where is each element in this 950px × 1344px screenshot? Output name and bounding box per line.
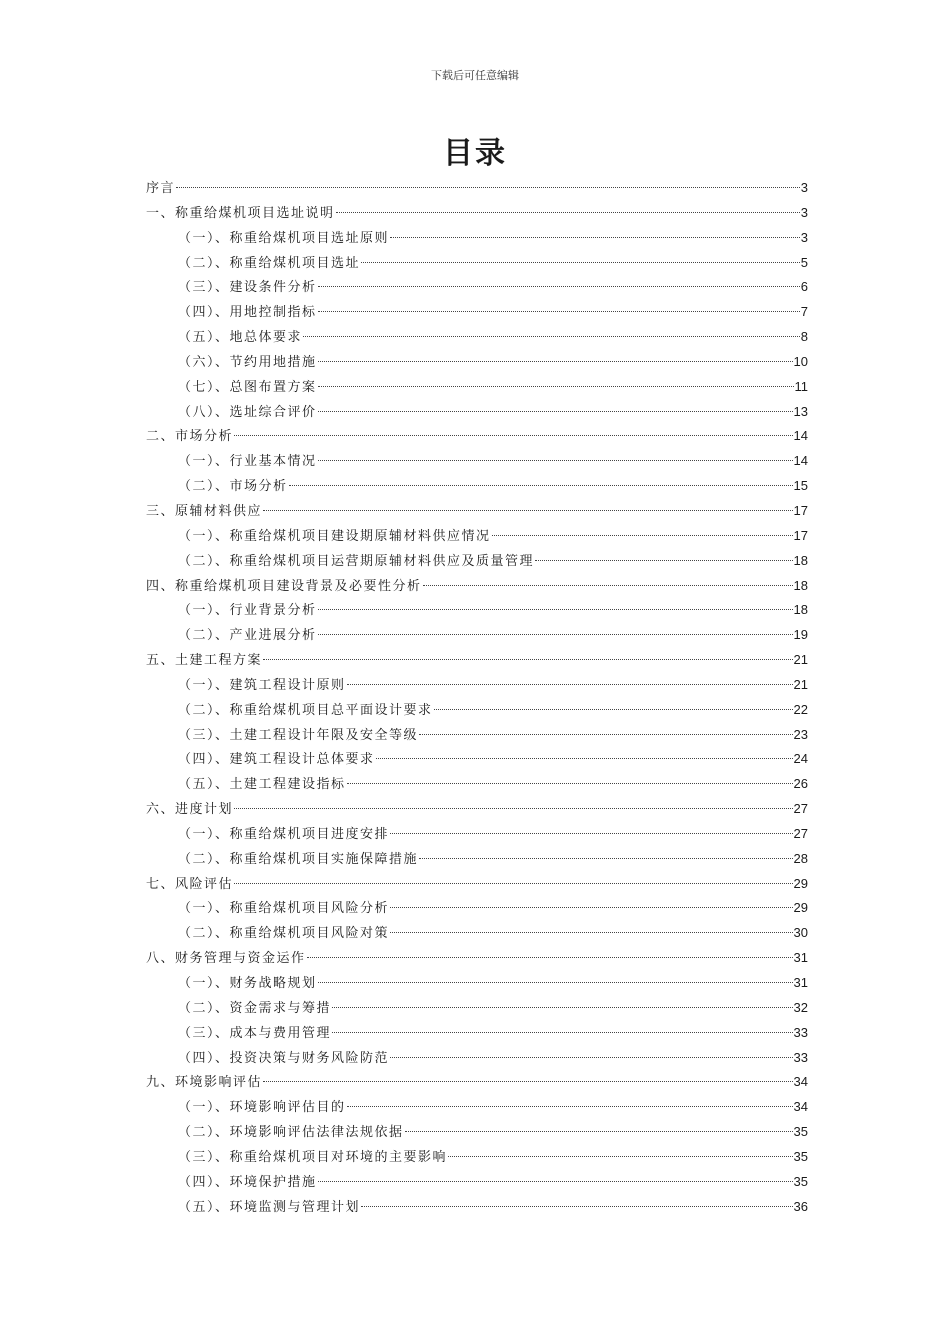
dot-leader bbox=[234, 421, 793, 436]
toc-entry-page-number: 17 bbox=[793, 502, 808, 518]
toc-entry-page-number: 34 bbox=[793, 1074, 808, 1090]
toc-entry-page-number: 19 bbox=[793, 627, 808, 643]
toc-entry-label: （一）、行业背景分析 bbox=[178, 603, 317, 619]
toc-entry-label: 七、风险评估 bbox=[146, 876, 234, 892]
toc-entry-label: （五）、环境监测与管理计划 bbox=[178, 1199, 361, 1215]
toc-entry-page-number: 18 bbox=[793, 552, 808, 568]
toc-entry-label: （二）、市场分析 bbox=[178, 479, 288, 495]
toc-entry-page-number: 6 bbox=[800, 279, 808, 295]
dot-leader bbox=[347, 1092, 793, 1107]
dot-leader bbox=[390, 1043, 793, 1058]
dot-leader bbox=[376, 744, 793, 759]
toc-entry-label: （四）、用地控制指标 bbox=[178, 305, 317, 321]
toc-entry-label: 八、财务管理与资金运作 bbox=[146, 951, 306, 967]
dot-leader bbox=[289, 471, 793, 486]
toc-entry-page-number: 7 bbox=[800, 304, 808, 320]
toc-entry-label: （三）、称重给煤机项目对环境的主要影响 bbox=[178, 1149, 448, 1165]
toc-entry-page-number: 35 bbox=[793, 1173, 808, 1189]
toc-entry-label: （一）、称重给煤机项目选址原则 bbox=[178, 230, 390, 246]
toc-entry-page-number: 14 bbox=[793, 428, 808, 444]
dot-leader bbox=[492, 521, 793, 536]
toc-entry-label: （五）、土建工程建设指标 bbox=[178, 777, 346, 793]
dot-leader bbox=[263, 645, 793, 660]
toc-entry-label: （二）、称重给煤机项目实施保障措施 bbox=[178, 851, 419, 867]
dot-leader bbox=[318, 968, 793, 983]
dot-leader bbox=[361, 248, 800, 263]
toc-entry-label: （四）、环境保护措施 bbox=[178, 1174, 317, 1190]
dot-leader bbox=[332, 993, 793, 1008]
toc-entry-label: （一）、称重给煤机项目风险分析 bbox=[178, 901, 390, 917]
dot-leader bbox=[390, 819, 793, 834]
toc-entry-label: 一、称重给煤机项目选址说明 bbox=[146, 205, 335, 221]
page-header: 下载后可任意编辑 bbox=[431, 69, 519, 82]
toc-entry-label: 五、土建工程方案 bbox=[146, 653, 263, 669]
dot-leader bbox=[448, 1142, 793, 1157]
toc-entry-label: （三）、成本与费用管理 bbox=[178, 1025, 332, 1041]
dot-leader bbox=[234, 869, 793, 884]
toc-entry-page-number: 11 bbox=[794, 378, 808, 394]
dot-leader bbox=[332, 1018, 793, 1033]
dot-leader bbox=[318, 397, 793, 412]
toc-entry-page-number: 30 bbox=[793, 925, 808, 941]
toc-entry-page-number: 27 bbox=[793, 825, 808, 841]
toc-entry-page-number: 21 bbox=[793, 652, 808, 668]
dot-leader bbox=[434, 695, 793, 710]
dot-leader bbox=[318, 297, 800, 312]
toc-entry-label: （一）、财务战略规划 bbox=[178, 976, 317, 991]
dot-leader bbox=[390, 918, 793, 933]
dot-leader bbox=[318, 595, 793, 610]
dot-leader bbox=[318, 372, 794, 387]
toc-entry-label: （一）、行业基本情况 bbox=[178, 454, 317, 470]
toc-entry-label: （一）、称重给煤机项目建设期原辅材料供应情况 bbox=[178, 528, 491, 544]
toc-entry-label: 六、进度计划 bbox=[146, 802, 234, 818]
toc-entry-label: 序言 bbox=[146, 181, 176, 196]
dot-leader bbox=[390, 893, 793, 908]
toc-entry-section[interactable] bbox=[146, 1195, 808, 1220]
dot-leader bbox=[347, 670, 793, 685]
toc-entry-label: （一）、建筑工程设计原则 bbox=[178, 677, 346, 693]
toc-entry-label: （二）、称重给煤机项目风险对策 bbox=[178, 926, 390, 942]
dot-leader bbox=[318, 620, 793, 635]
toc-entry-label: （四）、投资决策与财务风险防范 bbox=[178, 1050, 390, 1066]
table-of-contents bbox=[146, 176, 808, 1219]
toc-entry-page-number: 27 bbox=[793, 801, 808, 817]
toc-entry-label: （二）、称重给煤机项目选址 bbox=[178, 255, 361, 271]
toc-entry-label: （七）、总图布置方案 bbox=[178, 379, 317, 395]
toc-entry-label: （二）、环境影响评估法律法规依据 bbox=[178, 1125, 404, 1141]
toc-entry-label: 二、市场分析 bbox=[146, 429, 234, 445]
toc-entry-page-number: 34 bbox=[793, 1099, 808, 1115]
dot-leader bbox=[535, 546, 793, 561]
dot-leader bbox=[176, 173, 800, 188]
toc-entry-page-number: 5 bbox=[800, 254, 808, 270]
toc-entry-page-number: 23 bbox=[793, 726, 808, 742]
toc-entry-page-number: 28 bbox=[793, 850, 808, 866]
toc-entry-label: （四）、建筑工程设计总体要求 bbox=[178, 752, 375, 768]
toc-entry-label: 三、原辅材料供应 bbox=[146, 503, 263, 519]
dot-leader bbox=[361, 1192, 793, 1207]
dot-leader bbox=[390, 223, 800, 238]
toc-entry-page-number: 35 bbox=[793, 1124, 808, 1140]
toc-entry-page-number: 36 bbox=[793, 1198, 808, 1214]
dot-leader bbox=[307, 943, 793, 958]
toc-entry-page-number: 21 bbox=[793, 676, 808, 692]
toc-entry-page-number: 29 bbox=[793, 875, 808, 891]
toc-entry-page-number: 31 bbox=[793, 975, 808, 990]
dot-leader bbox=[263, 1067, 793, 1082]
toc-title: 目录 bbox=[443, 136, 507, 171]
dot-leader bbox=[419, 720, 793, 735]
toc-entry-page-number: 22 bbox=[793, 701, 808, 717]
toc-entry-page-number: 13 bbox=[793, 403, 808, 419]
toc-entry-page-number: 24 bbox=[793, 751, 808, 767]
toc-entry-label: （一）、环境影响评估目的 bbox=[178, 1100, 346, 1116]
dot-leader bbox=[347, 769, 793, 784]
toc-entry-page-number: 3 bbox=[800, 180, 808, 195]
dot-leader bbox=[423, 571, 793, 586]
toc-entry-page-number: 29 bbox=[793, 900, 808, 916]
toc-entry-page-number: 15 bbox=[793, 478, 808, 494]
toc-entry-page-number: 31 bbox=[793, 950, 808, 966]
toc-entry-label: （二）、称重给煤机项目运营期原辅材料供应及质量管理 bbox=[178, 553, 535, 569]
toc-entry-page-number: 3 bbox=[800, 229, 808, 245]
toc-entry-label: （六）、节约用地措施 bbox=[178, 354, 317, 370]
dot-leader bbox=[263, 496, 793, 511]
dot-leader bbox=[318, 272, 800, 287]
toc-entry-page-number: 14 bbox=[793, 453, 808, 469]
toc-entry-label: （八）、选址综合评价 bbox=[178, 404, 317, 420]
dot-leader bbox=[318, 347, 793, 362]
toc-entry-label: （五）、地总体要求 bbox=[178, 330, 303, 346]
toc-entry-label: （一）、称重给煤机项目进度安排 bbox=[178, 826, 390, 842]
toc-entry-page-number: 3 bbox=[800, 204, 808, 220]
dot-leader bbox=[405, 1117, 793, 1132]
dot-leader bbox=[419, 844, 793, 859]
dot-leader bbox=[318, 1167, 793, 1182]
toc-entry-label: （三）、建设条件分析 bbox=[178, 280, 317, 296]
toc-entry-page-number: 32 bbox=[793, 999, 808, 1015]
toc-entry-page-number: 18 bbox=[793, 602, 808, 618]
toc-entry-page-number: 17 bbox=[793, 527, 808, 543]
toc-entry-page-number: 33 bbox=[793, 1024, 808, 1040]
dot-leader bbox=[336, 198, 800, 213]
toc-entry-page-number: 10 bbox=[793, 353, 808, 369]
toc-entry-label: （二）、称重给煤机项目总平面设计要求 bbox=[178, 702, 433, 718]
toc-entry-page-number: 33 bbox=[793, 1049, 808, 1065]
dot-leader bbox=[234, 794, 793, 809]
toc-entry-page-number: 35 bbox=[793, 1148, 808, 1164]
toc-entry-label: （二）、产业进展分析 bbox=[178, 628, 317, 644]
toc-entry-label: 九、环境影响评估 bbox=[146, 1075, 263, 1091]
toc-entry-label: （二）、资金需求与筹措 bbox=[178, 1000, 332, 1016]
toc-entry-label: 四、称重给煤机项目建设背景及必要性分析 bbox=[146, 578, 422, 594]
toc-entry-page-number: 26 bbox=[793, 776, 808, 792]
dot-leader bbox=[318, 446, 793, 461]
toc-entry-label: （三）、土建工程设计年限及安全等级 bbox=[178, 727, 419, 743]
toc-entry-page-number: 8 bbox=[800, 329, 808, 345]
dot-leader bbox=[303, 322, 800, 337]
toc-entry-page-number: 18 bbox=[793, 577, 808, 593]
